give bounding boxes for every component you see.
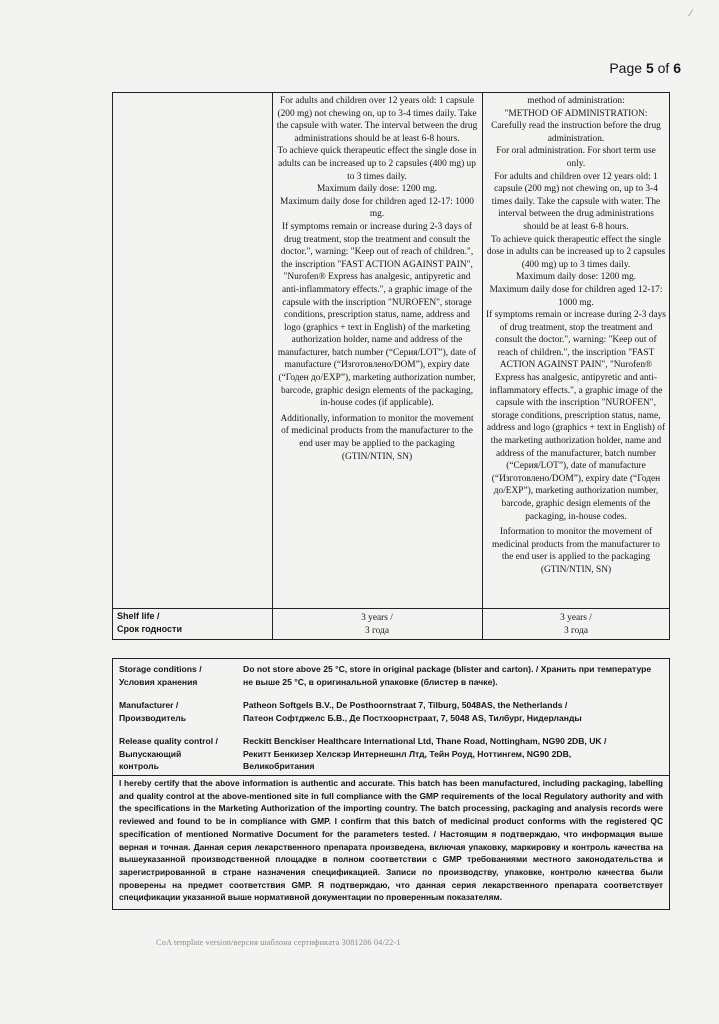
shelf-life-current-en: 3 years /: [361, 613, 393, 623]
release-label-en: Release quality control /: [119, 736, 218, 746]
current-text-cell: [276, 95, 478, 463]
shelf-life-proposed-en: 3 years /: [560, 613, 592, 623]
page-current: 5: [645, 60, 654, 76]
release-value-ru: Рекитт Бенкизер Хелскэр Интернешнл Лтд, Тейн Роуд, Ноттингем, NG90 2DB,: [243, 748, 572, 759]
manufacturer-label: [119, 699, 241, 724]
certification-statement: I hereby certify that the above information is authentic and accurate. This batch has been manufactured, including packaging, labelling and quality control at the above-mentioned site in full compliance with the GMP requirements of the local Regulatory authority and with the specifications in the Marketing Authorization of the importing country. The batch processing, packaging and analysis records were reviewed and found to be in compliance with GMP. I confirm that this batch of medicinal product conforms with the registered QC specification of mentioned Normative Document for the parameters tested. / Настоящим я подтверждаю, что информация выше верная и точная. Данная серия лекарственного препарата произведена, включая упаковку, маркировку и контроль качества на вышеуказанной производственной площадке в полном соответствии с GMP требованиями местного законодательства и зарегистрированной в стране назначения спецификацией. Записи по производству, упаковке, контролю качества были проверены на предмет соответствия GMP. Я подтверждаю, что данная серия лекарственного препарата соответствует спецификации указанной выше нормативной документации по проверенным показателям.: [119, 778, 663, 903]
shelf-life-proposed-ru: 3 года: [564, 626, 588, 636]
col-divider-2: [482, 93, 483, 639]
storage-label-ru: Условия хранения: [119, 676, 198, 687]
proposed-para: To achieve quick therapeutic effect the single dose in adults can be increased up to 2 capsules (400 mg) up to 3 times daily.: [486, 234, 666, 270]
page-number: [609, 60, 681, 76]
proposed-para: method of administration:: [527, 96, 625, 106]
proposed-para: Carefully read the instruction before the drug administration.: [491, 121, 661, 144]
shelf-life-label-en: Shelf life /: [117, 611, 160, 621]
release-label-ru: контроль: [119, 761, 159, 771]
current-para: Maximum daily dose: 1200 mg.: [316, 184, 438, 195]
release-value: [243, 735, 663, 773]
proposed-para: For adults and children over 12 years old: 1 capsule (200 mg) not chewing on, up to 3-4 times daily. Take the capsule with water. The interval between the drug administrations should be at least 6-8 hours.: [491, 171, 661, 232]
manufacturer-label-ru: Производитель: [119, 712, 187, 723]
storage-value: Do not store above 25 °C, store in original package (blister and carton). / Хранить при температуре не выше 25 °C, в оригинальной упаковке (блистер в пачке).: [243, 664, 652, 687]
manufacturer-value-en: Patheon Softgels B.V., De Posthoornstraat 7, Tilburg, 5048AS, the Netherlands /: [243, 700, 568, 710]
current-para: Maximum daily dose for children aged 12-17: 1000 mg.: [280, 196, 474, 220]
release-value-en: Reckitt Benckiser Healthcare International Ltd, Thane Road, Nottingham, NG90 2DB, UK /: [243, 736, 607, 746]
variation-table: [112, 92, 670, 640]
shelf-life-label-ru: Срок годности: [117, 624, 182, 634]
proposed-para: Information to monitor the movement of medicinal products from the manufacturer to the end user is applied to the packaging (GTIN/NTIN, SN): [492, 527, 660, 575]
release-label-ru: Выпускающий: [119, 748, 182, 759]
release-label: [119, 735, 241, 773]
current-para: Additionally, information to monitor the movement of medicinal products from the manufacturer to the end user may be applied to the packaging (GTIN/NTIN, SN): [280, 413, 474, 462]
storage-label-en: Storage conditions /: [119, 664, 202, 674]
page-label: Page: [609, 60, 646, 76]
manufacturer-value: [243, 699, 663, 724]
storage-label: [119, 663, 241, 688]
col-divider-1: [272, 93, 273, 639]
shelf-life-proposed: [486, 612, 666, 638]
template-version-footer: CoA template version/версия шаблона сертификата 3081286 04/22-1: [156, 938, 401, 947]
shelf-life-current: [276, 612, 478, 638]
release-value-ru: Великобритания: [243, 761, 315, 771]
proposed-para: "METHOD OF ADMINISTRATION:: [504, 108, 648, 119]
current-para: To achieve quick therapeutic effect the single dose in adults can be increased up to 2 capsules (400 mg) up to 3 times daily.: [277, 146, 477, 182]
proposed-para: For oral administration. For short term use only.: [496, 146, 656, 169]
manufacturer-label-en: Manufacturer /: [119, 700, 179, 710]
proposed-text-cell: [486, 95, 666, 577]
page-of: of: [653, 60, 674, 76]
shelf-life-label: [117, 610, 182, 636]
proposed-para: Maximum daily dose: 1200 mg.: [515, 272, 637, 283]
scan-mark: ⁄: [690, 8, 692, 18]
manufacturer-value-ru: Патеон Софтджелс Б.В., Де Постхоорнстраат, 7, 5048 AS, Тилбург, Нидерланды: [243, 712, 582, 723]
proposed-para: Maximum daily dose for children aged 12-17: 1000 mg.: [489, 284, 663, 308]
shelf-life-current-ru: 3 года: [365, 626, 389, 636]
proposed-para: If symptoms remain or increase during 2-3 days of drug treatment, stop the treatment and consult the doctor.", warning: "Keep out of reach of children.", the inscription "FAST ACTION AGAINST PAIN", "Nurofen® Express has analgesic, antipyretic and anti-inflammatory effects.", a graphic image of the capsule with the inscription "NUROFEN", storage conditions, prescription status, name, address and logo (graphics + text in English) of the marketing authorization holder, name and address of the manufacturer, batch number (“Серия/LOT”), date of manufacture (“Изготовлено/DOM”), expiry date (“Годен до/EXP”), marketing authorization number, barcode, graphic design elements of the packaging, in-house codes.: [486, 310, 666, 522]
row-divider-shelf-life: [113, 608, 669, 609]
current-para: For adults and children over 12 years old: 1 capsule (200 mg) not chewing on, up to 3-4 times daily. Take the capsule with water. The interval between the drug administrations should be at least 6-8 hours.: [276, 96, 478, 144]
current-para: If symptoms remain or increase during 2-3 days of drug treatment, stop the treatment and consult the doctor.", warning: "Keep out of reach of children.", the inscription "FAST ACTION AGAINST PAIN", "Nurofen® Express has analgesic, antipyretic and anti-inflammatory effects.", a graphic image of the capsule with the inscription "NUROFEN", storage conditions, prescription status, name, address and logo (graphics + text in English) of the marketing authorization holder, name and address of the manufacturer, batch number (“Серия/LOT”), date of manufacture (“Изготовлено/DOM”), expiry date (“Годен до/EXP”), marketing authorization number, barcode, graphic design elements of the packaging, in-house codes (if applicable).: [277, 221, 477, 409]
certificate-table: [112, 658, 670, 910]
cert-divider: [113, 775, 669, 776]
page-total: 6: [673, 60, 681, 76]
